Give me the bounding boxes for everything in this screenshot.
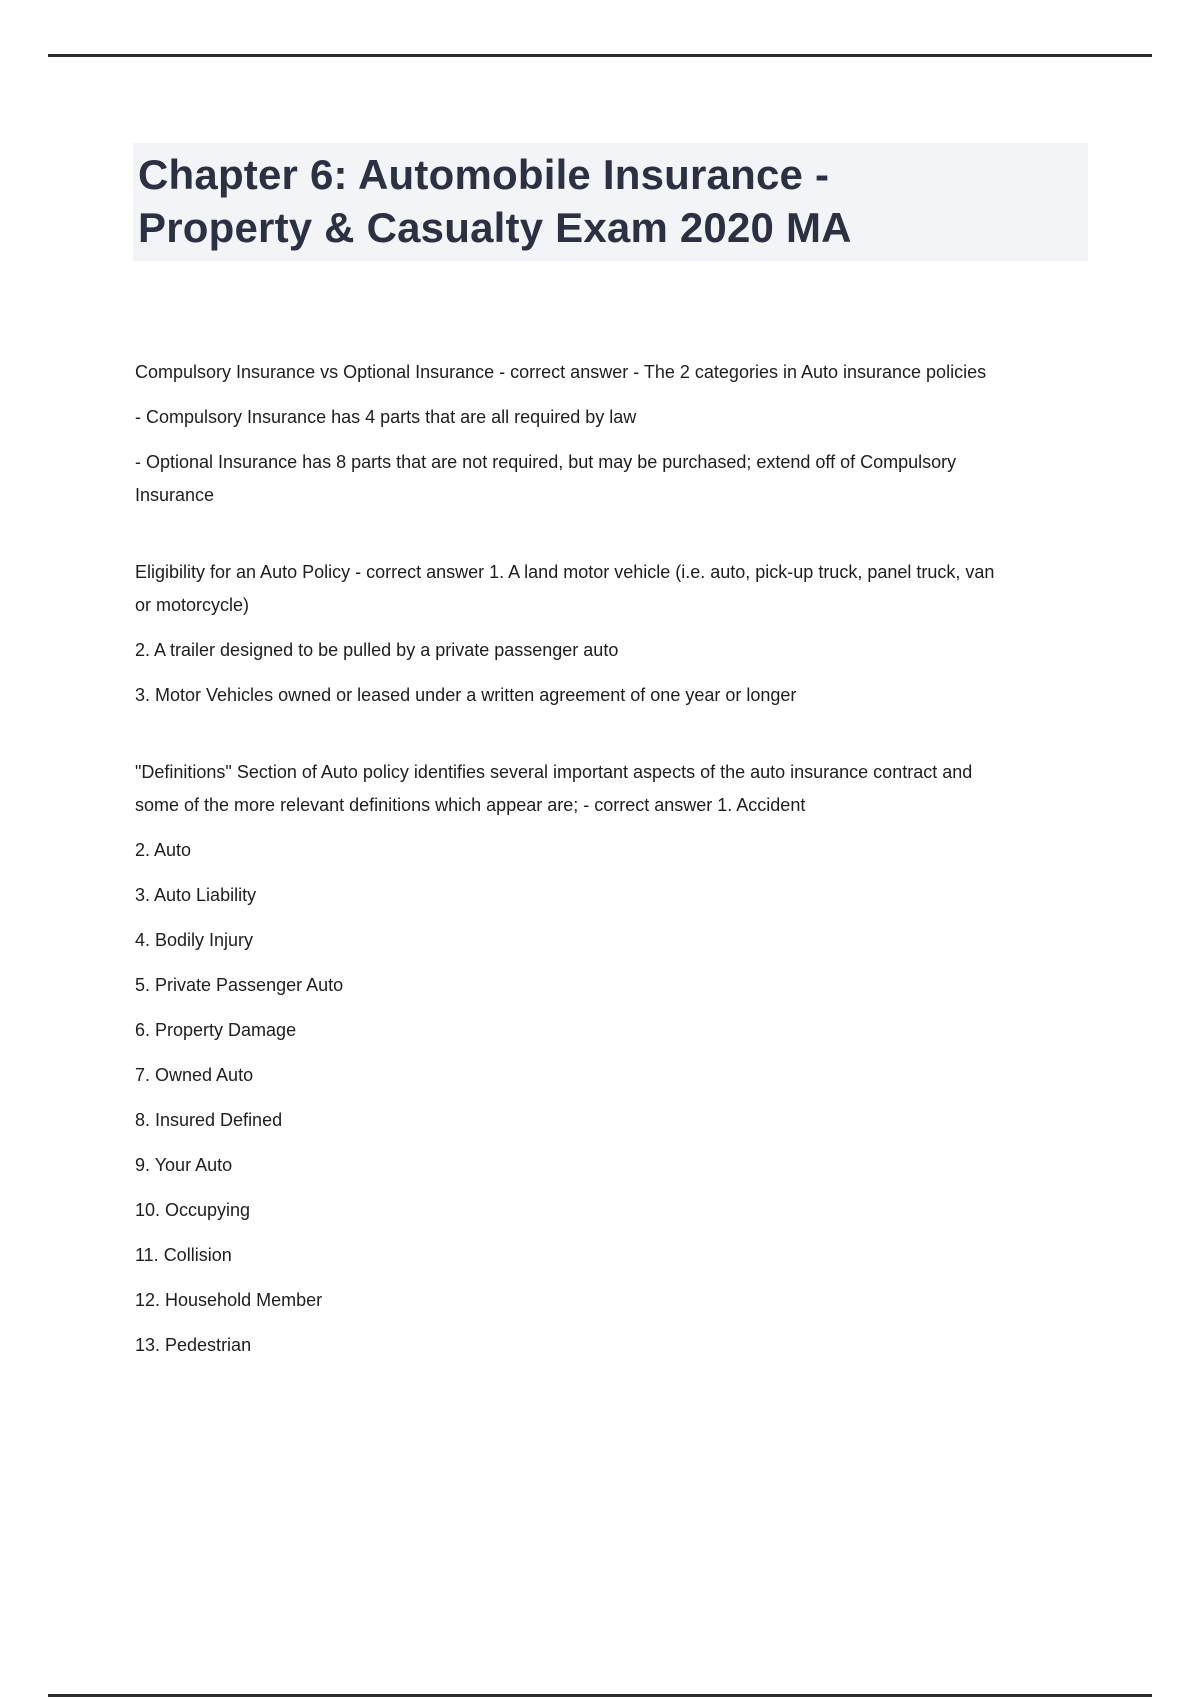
document-body [133,356,1013,1362]
document-paragraph: Compulsory Insurance vs Optional Insurance - correct answer - The 2 categories in Auto insurance policies [135,362,987,382]
bottom-rule [48,1694,1152,1697]
document-list-line: 3. Auto Liability [135,885,257,905]
document-list-line: 5. Private Passenger Auto [135,975,344,995]
page-title-line-1: Chapter 6: Automobile Insurance - [138,151,830,198]
document-list-line: 8. Insured Defined [135,1110,283,1130]
page-content [133,0,1093,1374]
document-list-line: 2. Auto [135,840,192,860]
document-paragraph: Eligibility for an Auto Policy - correct answer 1. A land motor vehicle (i.e. auto, pick-up truck, panel truck, van or motorcycle) [135,562,995,615]
document-paragraph: 2. A trailer designed to be pulled by a private passenger auto [135,640,619,660]
title-highlight-block [133,143,1088,261]
document-paragraph: "Definitions" Section of Auto policy identifies several important aspects of the auto insurance contract and some of the more relevant definitions which appear are; - correct answer 1. Accident [135,762,973,815]
document-list-line: 9. Your Auto [135,1155,233,1175]
document-list-line: 7. Owned Auto [135,1065,254,1085]
document-paragraph: - Compulsory Insurance has 4 parts that are all required by law [135,407,637,427]
document-list-line: 12. Household Member [135,1290,323,1310]
page-title [138,148,1088,254]
page-title-line-2: Property & Casualty Exam 2020 MA [138,204,852,251]
document-list-line: 4. Bodily Injury [135,930,254,950]
document-list-line: 6. Property Damage [135,1020,297,1040]
document-paragraph: 3. Motor Vehicles owned or leased under a written agreement of one year or longer [135,685,797,705]
document-list-line: 11. Collision [135,1245,232,1265]
document-list-line: 10. Occupying [135,1200,251,1220]
document-paragraph: - Optional Insurance has 8 parts that are not required, but may be purchased; extend off of Compulsory Insurance [135,452,957,505]
document-list-line: 13. Pedestrian [135,1335,252,1355]
